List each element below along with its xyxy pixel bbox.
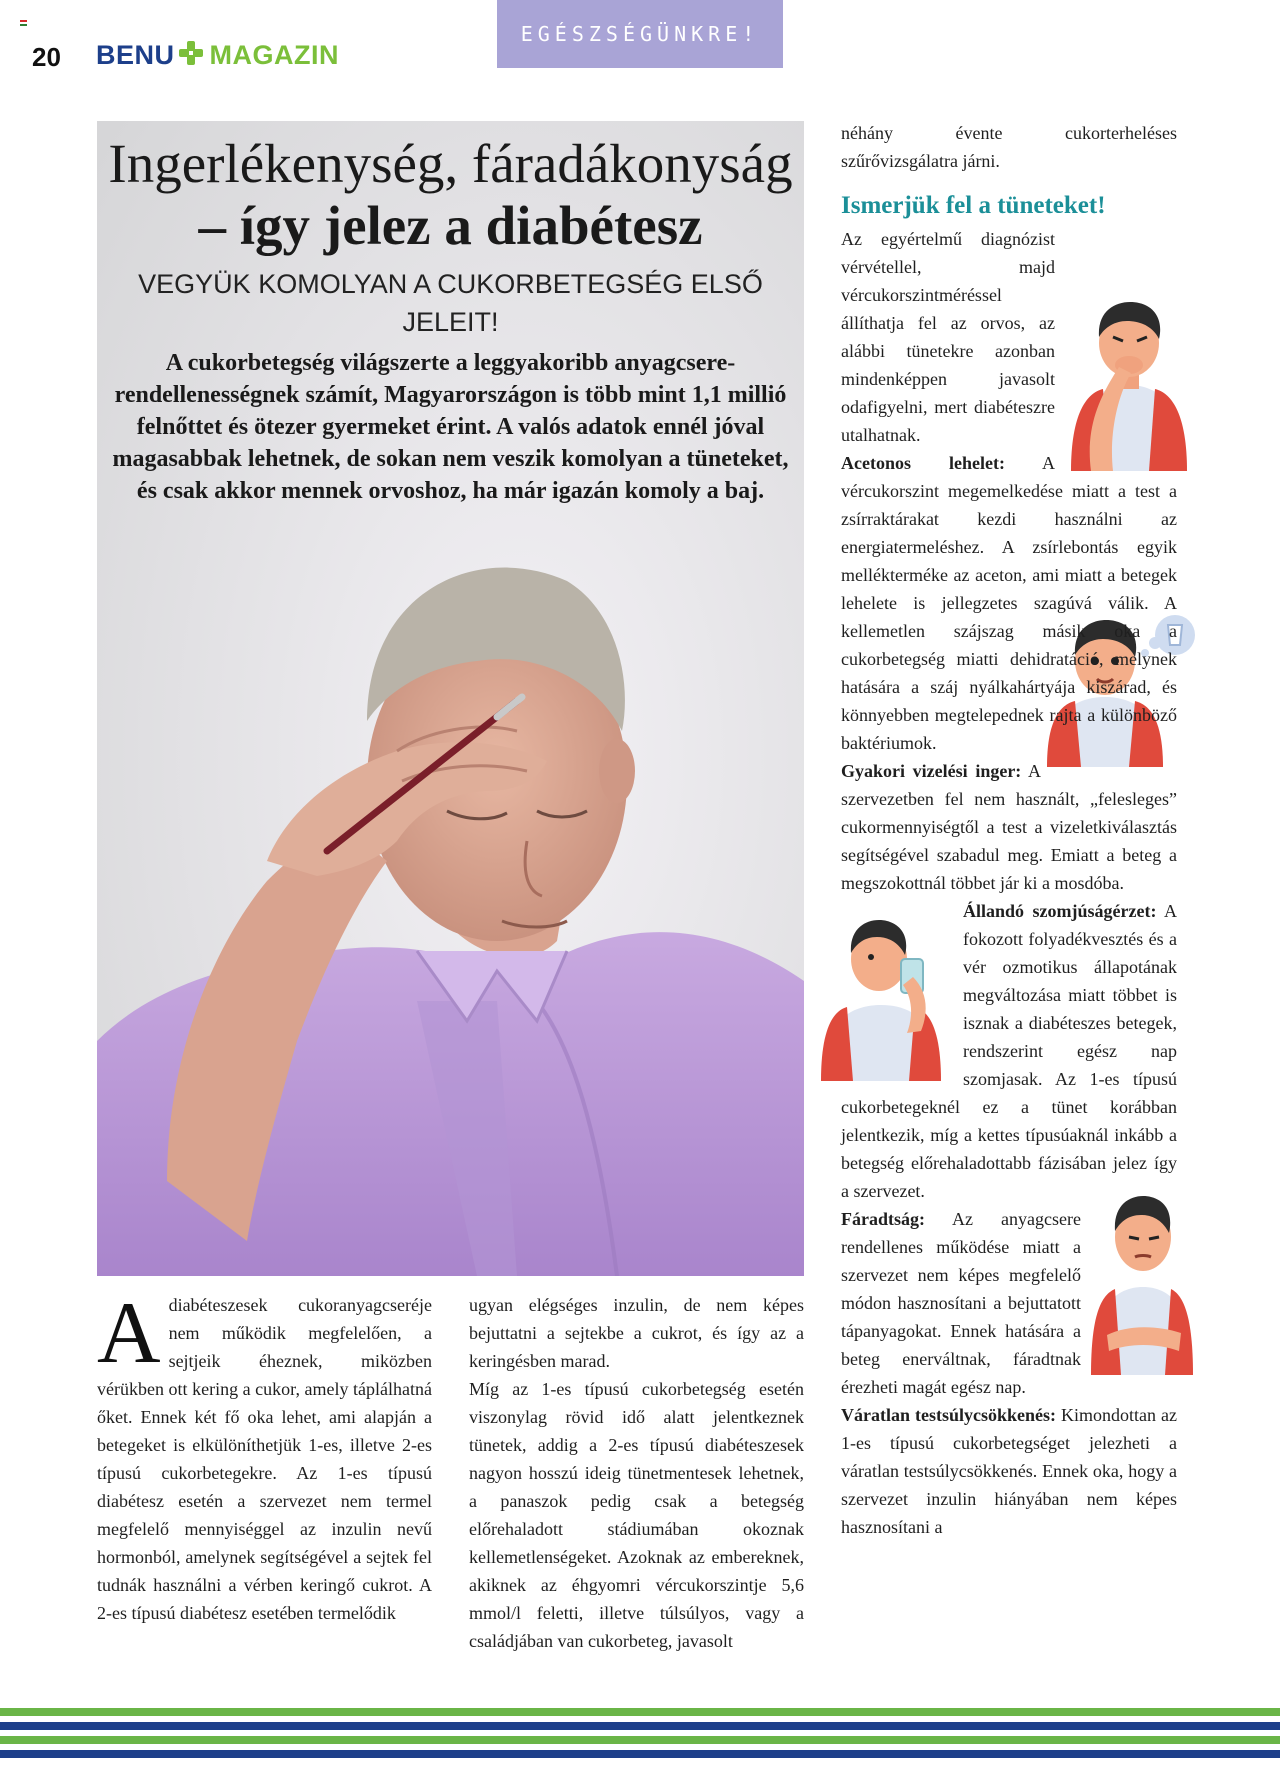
symptom-fatigue-label: Fáradtság: — [841, 1209, 925, 1229]
body-column-2 — [469, 1291, 804, 1655]
symptom-fatigue-text: Az anyagcsere rendellenes működése miatt a szervezet nem képes megfelelő módon hasznosítani a bejuttatott tápanyagokat. Ennek hatására a beteg enerváltnak, fáradtnak érezheti magát egész nap. — [841, 1209, 1081, 1397]
col3-intro: néhány évente cukorterheléses szűrővizsgálatra járni. — [841, 123, 1177, 171]
article-title-line1: Ingerlékenység, fáradákonyság — [108, 133, 793, 194]
col2-paragraph-2: Míg az 1-es típusú cukorbetegség esetén viszonylag rövid idő alatt jelentkeznek tünetek, addig a 2-es típusú diabéteszesek nagyon hosszú ideig tünetmentesek lehetnek, a panaszok pedig csak a betegség előrehaladott stádiumában okoznak kellemetlenségeket. Azoknak az embereknek, akiknek az éhgyomri vércukorszintje 5,6 mmol/l feletti, illetve túlsúlyos, vagy a családjában van cukorbeteg, javasolt — [469, 1379, 804, 1651]
brand-name-magazin: MAGAZIN — [209, 40, 339, 70]
body-column-3 — [841, 119, 1177, 1541]
body-column-1 — [97, 1285, 432, 1627]
language-flag-icon — [20, 20, 27, 26]
symptom-acetone-text: A vércukorszint megemelkedése miatt a test a zsírraktárakat kezdi használni az energiatermeléshez. A zsírlebontás egyik mellékterméke az aceton, ami miatt a betegek lehelete is jellegzetes szagúvá válik. A kellemetlen szájszag másik oka a cukorbetegség miatti dehidratáció, melynek hatására a száj nyálkahártyája kiszárad, és könnyebben megtelepednek rajta a különböző baktériumok. — [841, 453, 1177, 753]
tired-man-arms-crossed-illustration — [1087, 1175, 1197, 1375]
article-lead: A cukorbetegség világszerte a leggyakoribb anyagcsere-rendellenességnek számít, Magyarországon is több mint 1,1 millió felnőttet és ötezer gyermeket érint. A valós adatok ennél jóval magasabbak lehetnek, de sokan nem veszik komolyan a tüneteket, és csak akkor mennek orvoshoz, ha már igazán komoly a baj. — [112, 350, 789, 504]
page-number: 20 — [32, 42, 61, 72]
symptom-urination-label: Gyakori vizelési inger: — [841, 761, 1022, 781]
drop-cap: A — [97, 1285, 161, 1382]
hero-photo-block — [97, 121, 804, 1276]
green-cross-icon — [178, 40, 204, 66]
symptom-weight-loss — [841, 1401, 1177, 1541]
footer-stripe — [0, 1750, 1280, 1758]
article-subtitle: VEGYÜK KOMOLYAN A CUKORBETEGSÉG ELSŐ JELEIT! — [138, 269, 763, 337]
col1-paragraph: diabéteszesek cukoranyagcseréje nem működik megfelelően, a sejtjeik éheznek, miközben vérükben ott kering a cukor, amely táplálhatná őket. Ennek két fő oka lehet, ami alapján a betegeket is elkülöníthetjük 1-es, illetve 2-es típusú cukorbetegekre. Az 1-es típusú diabétesz esetén a szervezet nem termel megfelelő mennyiséggel az inzulin nevű hormonból, amelynek segítségével a sejtek fel tudnák használni a vérben keringő cukrot. A 2-es típusú diabétesz esetében termelődik — [97, 1295, 432, 1623]
symptom-weight-loss-text: Kimondottan az 1-es típusú cukorbetegséget jelezheti a váratlan testsúlycsökkenés. Ennek oka, hogy a szervezet inzulin hiányában nem képes hasznosítani a — [841, 1405, 1178, 1537]
symptom-thirst-text: A fokozott folyadékvesztés és a vér ozmotikus állapotának megváltozása miatt többet is isznak a diabéteszes betegek, rendszerint egész nap szomjasak. Az 1-es típusú cukorbetegeknél ez a tünet korábban jelentkezik, míg a kettes típusúaknál inkább a betegség előrehaladottabb fázisában jelez így a szervezet. — [841, 901, 1177, 1201]
col3-paragraph-1: Az egyértelmű diagnózist vérvétellel, majd vércukorszintméréssel állíthatja fel az orvos, az alábbi tünetekre azonban mindenképpen javasolt odafigyelni, mert diabéteszre utalhatnak. — [841, 229, 1055, 445]
symptom-urination-text: A szervezetben fel nem használt, „felesleges” cukormennyiségtől a test a vizeletkiválasztás segítségével szabadul meg. Emiatt a beteg a megszokottnál többet jár ki a mosdóba. — [841, 761, 1177, 893]
brand-name-benu: BENU — [96, 40, 175, 70]
man-drinking-water-illustration — [821, 901, 955, 1081]
brand-logo — [96, 40, 339, 71]
symptom-weight-loss-label: Váratlan testsúlycsökkenés: — [841, 1405, 1057, 1425]
man-covering-mouth-illustration — [1061, 285, 1197, 471]
col2-paragraph-1: ugyan elégséges inzulin, de nem képes bejuttatni a sejtekbe a cukrot, és így az a keringésben marad. — [469, 1295, 804, 1371]
footer-stripe — [0, 1708, 1280, 1716]
article-title-line2: – így jelez a diabétesz — [198, 195, 703, 256]
footer-stripe — [0, 1722, 1280, 1730]
symptom-urination — [841, 757, 1177, 897]
footer-stripe — [0, 1736, 1280, 1744]
symptom-thirst-label: Állandó szomjúságérzet: — [963, 901, 1157, 921]
symptom-acetone-label: Acetonos lehelet: — [841, 453, 1005, 473]
footer-stripes — [0, 1708, 1280, 1764]
section-tab: EGÉSZSÉGÜNKRE! — [497, 0, 783, 68]
symptom-acetone — [841, 449, 1177, 757]
symptoms-heading: Ismerjük fel a tüneteket! — [841, 192, 1106, 219]
